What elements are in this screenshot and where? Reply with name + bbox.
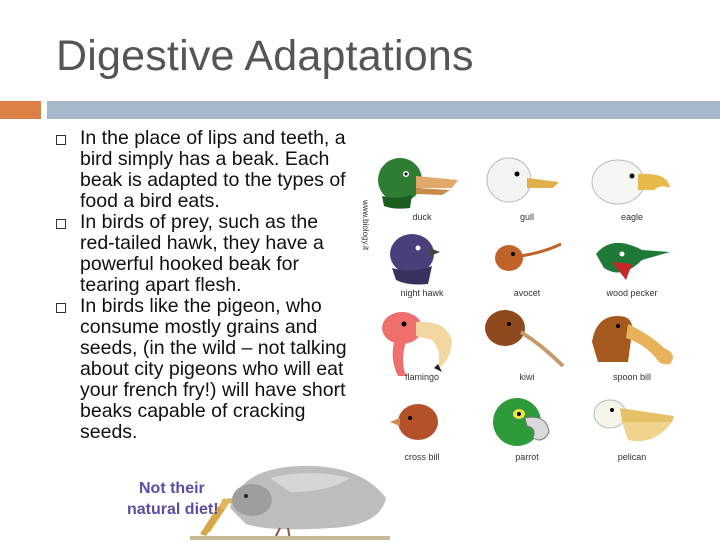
spoonbill-head-icon (582, 302, 682, 382)
accent-bar-blue (47, 101, 720, 119)
beak-illustration (372, 140, 682, 470)
bullet-text: In the place of lips and teeth, a bird simply has a beak. Each beak is adapted to the types of food a bird eats. (80, 127, 346, 212)
bird-label: parrot (515, 452, 539, 462)
bird-label: spoon bill (612, 372, 652, 382)
note-line-2: natural diet! (127, 501, 219, 518)
pigeon-with-fries-icon (190, 448, 390, 540)
square-bullet-icon (56, 219, 66, 229)
bird-label: pelican (617, 452, 647, 462)
gull-head-icon (477, 148, 577, 228)
accent-bar-orange (0, 101, 41, 119)
eagle-head-icon (582, 148, 682, 228)
bird-label: eagle (620, 212, 644, 222)
bird-label: wood pecker (606, 288, 658, 298)
bird-label: duck (412, 212, 432, 222)
bird-label: flamingo (404, 372, 440, 382)
duck-head-icon (372, 148, 472, 228)
bird-label: gull (519, 212, 534, 222)
pelican-head-icon (582, 388, 682, 468)
bird-label: night hawk (400, 288, 444, 298)
bird-label: kiwi (519, 372, 535, 382)
woodpecker-head-icon (582, 224, 682, 304)
square-bullet-icon (56, 303, 66, 313)
parrot-head-icon (477, 388, 577, 468)
slide-title: Digestive Adaptations (56, 32, 474, 80)
square-bullet-icon (56, 135, 66, 145)
bullet-text: In birds of prey, such as the red-tailed hawk, they have a powerful hooked beak for tearing apart flesh. (80, 211, 324, 296)
bullet-list (54, 128, 354, 443)
avocet-head-icon (477, 224, 577, 304)
bullet-item (54, 296, 354, 443)
bullet-item (54, 212, 354, 296)
bullet-text: In birds like the pigeon, who consume mostly grains and seeds, (in the wild – not talking about city pigeons who will eat your french fry!) will have short beaks capable of cracking seeds. (80, 295, 347, 443)
bird-label: cross bill (404, 452, 440, 462)
night-hawk-head-icon (372, 224, 472, 304)
kiwi-head-icon (477, 302, 577, 382)
note-line-1: Not their (139, 480, 205, 497)
bullet-item (54, 128, 354, 212)
watermark-text: www.biology.it (361, 200, 370, 251)
bird-label: avocet (513, 288, 541, 298)
flamingo-head-icon (372, 302, 472, 382)
